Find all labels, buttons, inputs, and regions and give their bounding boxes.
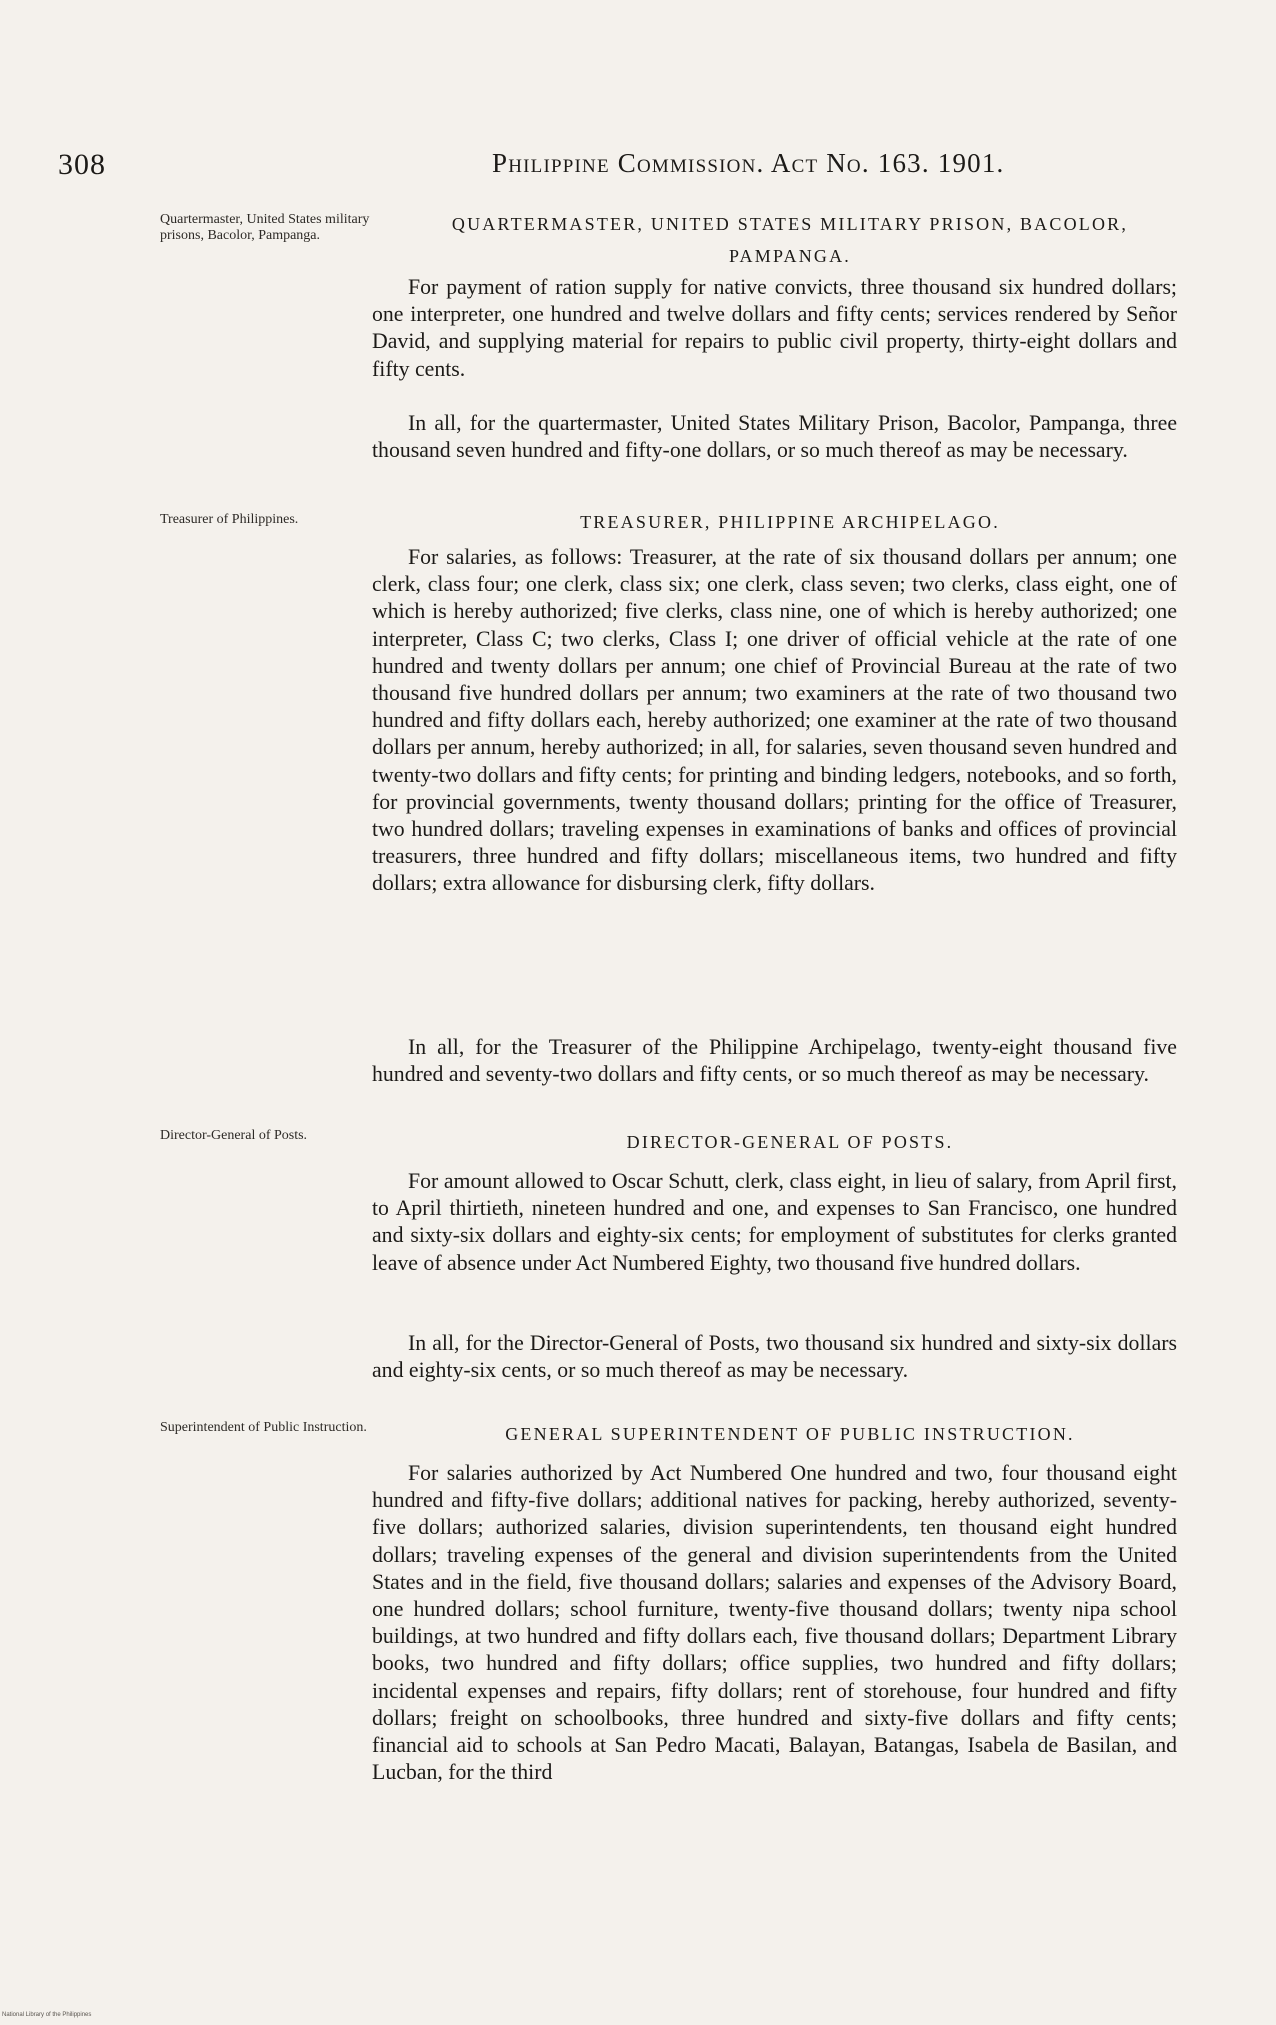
heading-public-instruction: GENERAL SUPERINTENDENT OF PUBLIC INSTRUCTION. [505, 1424, 1075, 1444]
paragraph: For payment of ration supply for native convicts, three thousand six hundred dollars; one interpreter, one hundred and twelve dollars and fifty cents; services rendered by Señor David, and supplying material for repairs to public civil property, thirty-eight dollars and fifty cents. [372, 275, 1177, 381]
paragraph: In all, for the quartermaster, United States Military Prison, Bacolor, Pampanga, three thousand seven hundred and fifty-one dollars, or so much thereof as may be necessary. [372, 411, 1177, 463]
heading-posts: DIRECTOR-GENERAL OF POSTS. [626, 1132, 954, 1152]
sidenote-public-instruction: Superintendent of Public Instruction. [160, 1420, 367, 1435]
paragraph: In all, for the Director-General of Posts, two thousand six hundred and sixty-six dollars and eighty-six cents, or so much thereof as may be necessary. [372, 1331, 1177, 1383]
heading-quartermaster: QUARTERMASTER, UNITED STATES MILITARY PRISON, BACOLOR, PAMPANGA. [451, 214, 1129, 266]
sidenote-quartermaster: Quartermaster, United States military prisons, Bacolor, Pampanga. [160, 212, 370, 243]
page-number: 308 [58, 148, 106, 181]
sidenote-treasurer: Treasurer of Philippines. [160, 512, 299, 527]
heading-treasurer: TREASURER, PHILIPPINE ARCHIPELAGO. [580, 512, 1000, 532]
paragraph: For salaries, as follows: Treasurer, at the rate of six thousand dollars per annum; one clerk, class four; one clerk, class six; one clerk, class seven; two clerks, class eight, one of which is hereby authorized; five clerks, class nine, one of which is hereby authorized; one interpreter, Class C; two clerks, Class I; one driver of official vehicle at the rate of one hundred and twenty dollars per annum; one chief of Provincial Bureau at the rate of two thousand five hundred dollars per annum; two examiners at the rate of two thousand two hundred and fifty dollars each, hereby authorized; one examiner at the rate of two thousand dollars per annum, hereby authorized; in all, for salaries, seven thousand seven hundred and twenty-two dollars and fifty cents; for printing and binding ledgers, notebooks, and so forth, for provincial governments, twenty thousand dollars; printing for the office of Treasurer, two hundred dollars; traveling expenses in examinations of banks and offices of provincial treasurers, three hundred and fifty dollars; miscellaneous items, two hundred and fifty dollars; extra allowance for disbursing clerk, fifty dollars. [372, 545, 1177, 896]
sidenote-posts: Director-General of Posts. [160, 1128, 308, 1143]
paragraph: For amount allowed to Oscar Schutt, clerk, class eight, in lieu of salary, from April first, to April thirtieth, nineteen hundred and one, and expenses to San Francisco, one hundred and sixty-six dollars and eighty-six cents; for employment of substitutes for clerks granted leave of absence under Act Numbered Eighty, two thousand five hundred dollars. [372, 1169, 1177, 1275]
library-footer-note: National Library of the Philippines [2, 2012, 92, 2018]
running-head: Philippine Commission. Act No. 163. 1901. [492, 148, 1005, 178]
paragraph: For salaries authorized by Act Numbered One hundred and two, four thousand eight hundred and fifty-five dollars; additional natives for packing, hereby authorized, seventy-five dollars; authorized salaries, division superintendents, ten thousand eight hundred dollars; traveling expenses of the general and division superintendents from the United States and in the field, five thousand dollars; salaries and expenses of the Advisory Board, one hundred dollars; school furniture, twenty-five thousand dollars; twenty nipa school buildings, at two hundred and fifty dollars each, five thousand dollars; Department Library books, two hundred and fifty dollars; office supplies, two hundred and fifty dollars; incidental expenses and repairs, fifty dollars; rent of storehouse, four hundred and fifty dollars; freight on schoolbooks, three hundred and sixty-five dollars and fifty cents; financial aid to schools at San Pedro Macati, Balayan, Batangas, Isabela de Basilan, and Lucban, for the third [372, 1461, 1177, 1785]
paragraph: In all, for the Treasurer of the Philippine Archipelago, twenty-eight thousand five hundred and seventy-two dollars and fifty cents, or so much thereof as may be necessary. [372, 1035, 1177, 1087]
